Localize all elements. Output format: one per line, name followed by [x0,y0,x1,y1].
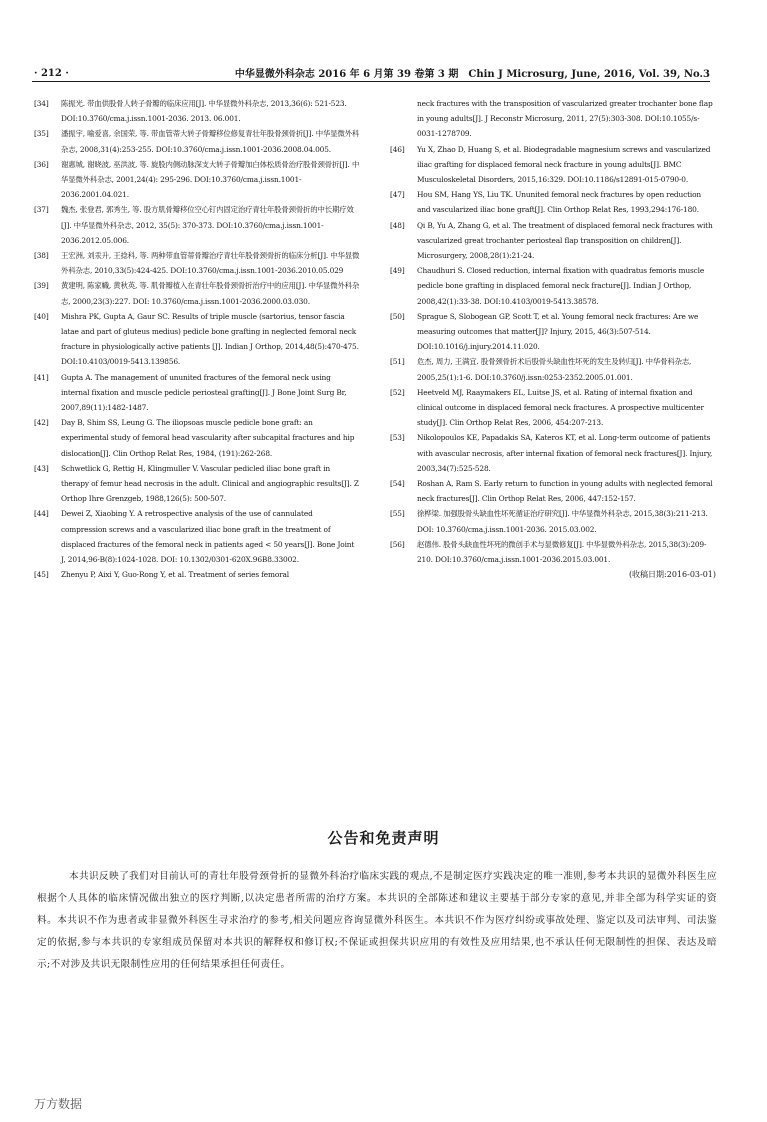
reference-number: [39] [34,281,49,291]
reference-text: Qi B, Yu A, Zhang G, et al. The treatment of displaced femoral neck fractures with vascularized great trochanter periosteal flap transposition on children[J]. Microsurgery, 2008,28(1):21-24. [417,220,713,261]
reference-item [34,370,360,416]
reference-number: [54] [390,479,405,489]
reference-number: [35] [34,129,49,139]
header-rule [32,81,710,82]
reference-item [34,278,360,308]
reference-item [34,415,360,461]
reference-item [34,506,360,567]
reference-text: Nikolopoulos KE, Papadakis SA, Kateros KT, et al. Long-term outcome of patients with avascular necrosis, after internal fixation of femoral neck fractures[J]. Injury, 2003,34(7):525-528. [417,433,713,473]
reference-item [390,309,716,355]
reference-item [34,96,360,126]
reference-text: Heetveld MJ, Raaymakers EL, Luitse JS, et al. Rating of internal fixation and clinical outcome in displaced femoral neck fractures. A prospective multicenter study[J]. Clin Orthop Relat Res, 2006, 454:207-213. [417,387,704,428]
reference-number: [50] [390,311,405,321]
reference-text: 危杰, 周力, 王满宜. 股骨颈骨折术后股骨头缺血性坏死的发生及转归[J]. 中华骨科杂志, 2005,25(1):1-6. DOI:10.3760/j.issn:0253-2352.2005.01.001. [417,357,692,382]
reference-text: Hou SM, Hang YS, Liu TK. Ununited femoral neck fractures by open reduction and vascularized iliac bone graft[J]. Clin Orthop Relat Res, 1993,294:176-180. [417,190,702,215]
reference-text: Day B, Shim SS, Leung G. The iliopsoas muscle pedicle bone graft: an experimental study of femoral head vascularity after subcapital fractures and hip dislocation[J]. Clin Orthop Relat Res, 1984, (191):262-268. [61,418,355,458]
reference-number: [43] [34,463,49,473]
reference-text: 谢惠城, 谢晓波, 巫洪波, 等. 旋股内侧动脉深支大转子骨瓣加白体松质骨治疗股骨颈骨折[J]. 中华显微外科杂志, 2001,24(4): 295-296. DOI:10.3760/cma.j.issn.1001-2036.2001.04.021. [61,159,360,200]
notice-title: 公告和免责声明 [327,829,440,847]
reference-number: [48] [390,220,405,230]
reference-number: [47] [390,190,405,200]
reference-number [390,96,417,142]
references-left-column [34,96,360,583]
reference-number: [38] [34,251,49,261]
reference-item [390,354,716,384]
reference-text: Chaudhuri S. Closed reduction, internal fixation with quadratus femoris muscle pedicle bone grafting in displaced femoral neck fracture[J]. Indian J Orthop, 2008,42(1):33-38. DOI:10.4103/0019-5413.38578. [417,266,705,306]
reference-number: [46] [390,144,405,154]
reference-text: 魏杰, 张登君, 郭秀生, 等. 股方肌骨瓣移位空心钉内固定治疗青壮年股骨颈骨折的中长期疗效[J]. 中华显微外科杂志, 2012, 35(5): 370-373. DOI:10.3760/cma.j.issn.1001-2036.2012.05.006. [61,205,354,245]
reference-number: [41] [34,372,49,382]
reference-item [390,96,716,142]
reference-item [390,263,716,309]
reference-number: [51] [390,357,405,367]
reference-text: Mishra PK, Gupta A, Gaur SC. Results of triple muscle (sartorius, tensor fascia latae and part of gluteus medius) pedicle bone grafting in neglected femoral neck fracture in physiologically active patients [J]. Indian J Orthop, 2014,48(5):470-475. DOI:10.4103/0019-5413.139856. [61,311,359,367]
watermark-text: 万方数据 [34,1097,83,1111]
reference-text: Roshan A, Ram S. Early return to function in young adults with neglected femoral neck fractures[J]. Clin Orthop Relat Res, 2006, 447:152-157. [417,479,713,504]
reference-text: 潘振宇, 喻爱喜, 余国荣, 等. 带血管蒂大转子骨瓣移位修复青壮年股骨颈骨折[J]. 中华显微外科杂志, 2008,31(4):253-255. DOI:10.3760/cma.j.issn.1001-2036.2008.04.005. [61,129,360,154]
reference-text: 赵德伟. 股骨头缺血性坏死的微创手术与显微修复[J]. 中华显微外科杂志, 2015,38(3):209-210. DOI:10.3760/cma.j.issn.1001-2036.2015.03.001. [417,539,707,565]
reference-text: Schwetlick G, Rettig H, Klingmuller V. Vascular pedicled iliac bone graft in therapy of femur head necrosis in the adult. Clinical and angiographic results[J]. Z Orthop Ihre Grenzgeb, 1988,126(5): 500-507. [61,463,359,504]
reference-number: [42] [34,418,49,428]
reference-text: Yu X, Zhao D, Huang S, et al. Biodegradable magnesium screws and vascularized iliac grafting for displaced femoral neck fracture in young adults[J]. BMC Musculoskeletal Disorders, 2015,16:329. DOI:10.1186/s12891-015-0790-0. [417,144,711,185]
reference-item [34,202,360,248]
reference-number: [34] [34,99,49,108]
reference-item [34,309,360,370]
reference-number: [52] [390,387,405,397]
reference-number: [55] [390,509,405,519]
reference-number: [45] [34,570,49,580]
reference-number: [36] [34,159,49,169]
reference-text: 陈振光. 带血供股骨人转子骨瓣的临床应用[J]. 中华显微外科杂志, 2013,36(6): 521-523. DOI:10.3760/cma.j.issn.1001-2036. 2013. 06.001. [61,99,347,124]
reference-number: [49] [390,266,405,276]
running-head: 中华显微外科杂志 2016 年 6 月第 39 卷第 3 期 Chin J Microsurg, June, 2016, Vol. 39, No.3 [234,69,710,80]
reference-text: Sprague S, Slobogean GP, Scott T, et al. Young femoral neck fractures: Are we measuring outcomes that matter[J]? Injury, 2015, 46(3):507-514. DOI:10.1016/j.injury.2014.11.020. [417,311,699,352]
reference-text: 王宏洲, 刘汞升, 王捻科, 等. 两种带血管蒂骨瓣治疗青壮年股骨颈骨折的临床分析[J]. 中华显微外科杂志, 2010,33(5):424-425. DOI:10.3760/cma.j.issn.1001-2036.2010.05.029 [61,251,360,276]
reference-text: Dewei Z, Xiaobing Y. A retrospective analysis of the use of cannulated compression screws and a vascularized iliac bone graft in the treatment of displaced fractures of the femoral neck in patients aged < 50 years[J]. Bone Joint J, 2014,96-B(8):1024-1028. DOI: 10.1302/0301-620X.96B8.33002. [61,509,355,565]
page-number: · 212 · [34,68,69,79]
reference-text: Gupta A. The management of ununited fractures of the femoral neck using internal fixation and muscle pedicle periosteal grafting[J]. J Bone Joint Surg Br, 2007,89(11):1482-1487. [61,372,347,413]
reference-item [390,142,716,188]
reference-item [34,461,360,507]
reference-item [390,537,716,567]
reference-item [34,157,360,203]
reference-item [390,476,716,506]
reference-item [390,385,716,431]
reference-text: neck fractures with the transposition of vascularized greater trochanter bone flap in young adults[J]. J Reconstr Microsurg, 2011, 27(5):303-308. DOI:10.1055/s-0031-1278709. [417,99,713,139]
reference-item [390,506,716,536]
reference-text: 黄建明, 陈家幟, 黄秋英, 等. 肌骨瓣植入在青壮年股骨颈骨折治疗中的应用[J]. 中华显微外科杂志, 2000,23(3):227. DOI: 10.3760/cma.j.issn.1001-2036.2000.03.030. [61,281,360,306]
references-right-column [390,96,716,580]
reference-item [34,567,360,582]
reference-number: [40] [34,311,49,321]
reference-number: [37] [34,205,49,215]
notice-body: 本共识反映了我们对目前认可的青壮年股骨颈骨折的显微外科治疗临床实践的观点,不是制定医疗实践决定的唯一准则,参考本共识的显微外科医生应根据个人具体的临床情况做出独立的医疗判断,以决定患者所需的治疗方案。本共识的全部陈述和建议主要基于部分专家的意见,并非全部为科学实证的资料。本共识不作为患者或非显微外科医生寻求治疗的参考,相关问题应咨询显微外科医生。本共识不作为医疗纠纷或事故处理、鉴定以及司法审判、司法鉴定的依据,参与本共识的专家组成员保留对本共识的解释权和修订权;不保证或担保共识应用的有效性及应用结果,也不承认任何无限制性的担保、表达及暗示;不对涉及共识无限制性应用的任何结果承担任何责任。 [37,871,717,970]
reference-item [390,430,716,476]
reference-text: 徐桦梁. 加强股骨头缺血性坏死循证治疗研究[J]. 中华显微外科杂志, 2015,38(3):211-213. DOI: 10.3760/cma.j.issn.1001-2036. 2015.03.002. [417,509,708,534]
reference-item [390,187,716,217]
received-date: (收稿日期:2016-03-01) [628,570,716,580]
reference-number: [53] [390,433,405,443]
reference-item [34,248,360,278]
reference-number: [56] [390,539,405,549]
reference-text: Zhenyu P, Aixi Y, Guo-Rong Y, et al. Treatment of series femoral [61,570,289,580]
reference-item [34,126,360,156]
reference-number: [44] [34,509,49,519]
reference-item [390,218,716,264]
